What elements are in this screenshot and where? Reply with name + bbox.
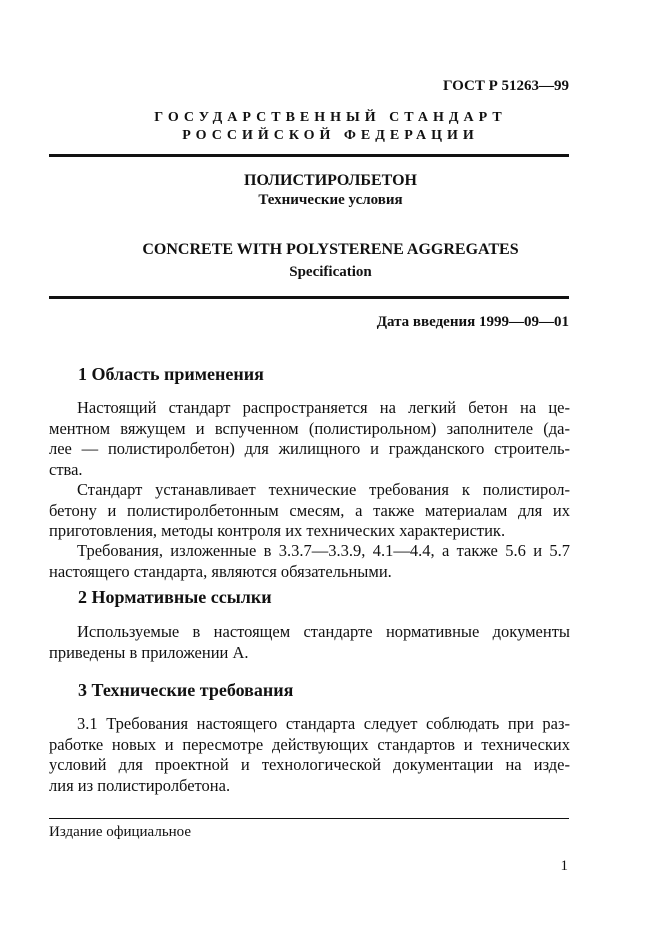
document-code: ГОСТ Р 51263—99 <box>442 78 569 94</box>
footer-rule <box>49 818 569 819</box>
title-russian: ПОЛИСТИРОЛБЕТОН <box>244 172 417 189</box>
text-line: Используемые в настоящем стандарте нормативные документы <box>77 622 570 641</box>
text-line: ментном вяжущем и вспученном (полистирольном) заполнителе (да- <box>49 418 570 438</box>
introduction-date: Дата введения 1999—09—01 <box>376 314 569 330</box>
state-standard-line-2: РОССИЙСКОЙ ФЕДЕРАЦИИ <box>182 128 479 143</box>
official-edition-note: Издание официальное <box>49 824 192 840</box>
paragraph <box>49 622 570 663</box>
paragraph <box>49 714 570 796</box>
subtitle-russian: Технические условия <box>258 192 403 208</box>
paragraph <box>49 480 570 542</box>
text-line: лия из полистиролбетона. <box>49 775 231 795</box>
text-line: ства. <box>49 459 83 479</box>
paragraph <box>49 541 570 582</box>
title-bottom-rule <box>49 296 569 299</box>
text-line: работке новых и пересмотре действующих стандартов и технических <box>49 734 570 754</box>
top-rule <box>49 154 569 157</box>
text-line: 3.1 Требования настоящего стандарта следует соблюдать при раз- <box>77 714 570 733</box>
section-heading-scope: 1 Область применения <box>78 364 264 384</box>
text-line: лее — полистиролбетон) для жилищного и гражданского строитель- <box>49 439 570 458</box>
text-line: приготовления, методы контроля их технических характеристик. <box>49 521 506 540</box>
page-number: 1 <box>560 858 568 874</box>
text-line: бетону и полистиролбетонным смесям, а также материалам для их <box>49 500 570 520</box>
text-line: условий для проектной и технологической документации на изде- <box>49 755 570 774</box>
title-english: CONCRETE WITH POLYSTERENE AGGREGATES <box>142 241 519 258</box>
text-line: настоящего стандарта, являются обязательными. <box>49 561 392 581</box>
state-standard-line-1: ГОСУДАРСТВЕННЫЙ СТАНДАРТ <box>154 110 507 125</box>
text-line: Стандарт устанавливает технические требования к полистирол- <box>77 480 570 499</box>
text-line: Требования, изложенные в 3.3.7—3.3.9, 4.1—4.4, а также 5.6 и 5.7 <box>77 541 570 560</box>
text-line: приведены в приложении А. <box>49 642 249 662</box>
paragraph <box>49 398 570 480</box>
subtitle-english: Specification <box>289 264 372 280</box>
text-line: Настоящий стандарт распространяется на легкий бетон на це- <box>77 398 570 417</box>
section-heading-references: 2 Нормативные ссылки <box>78 587 272 607</box>
section-heading-requirements: 3 Технические требования <box>78 680 294 700</box>
